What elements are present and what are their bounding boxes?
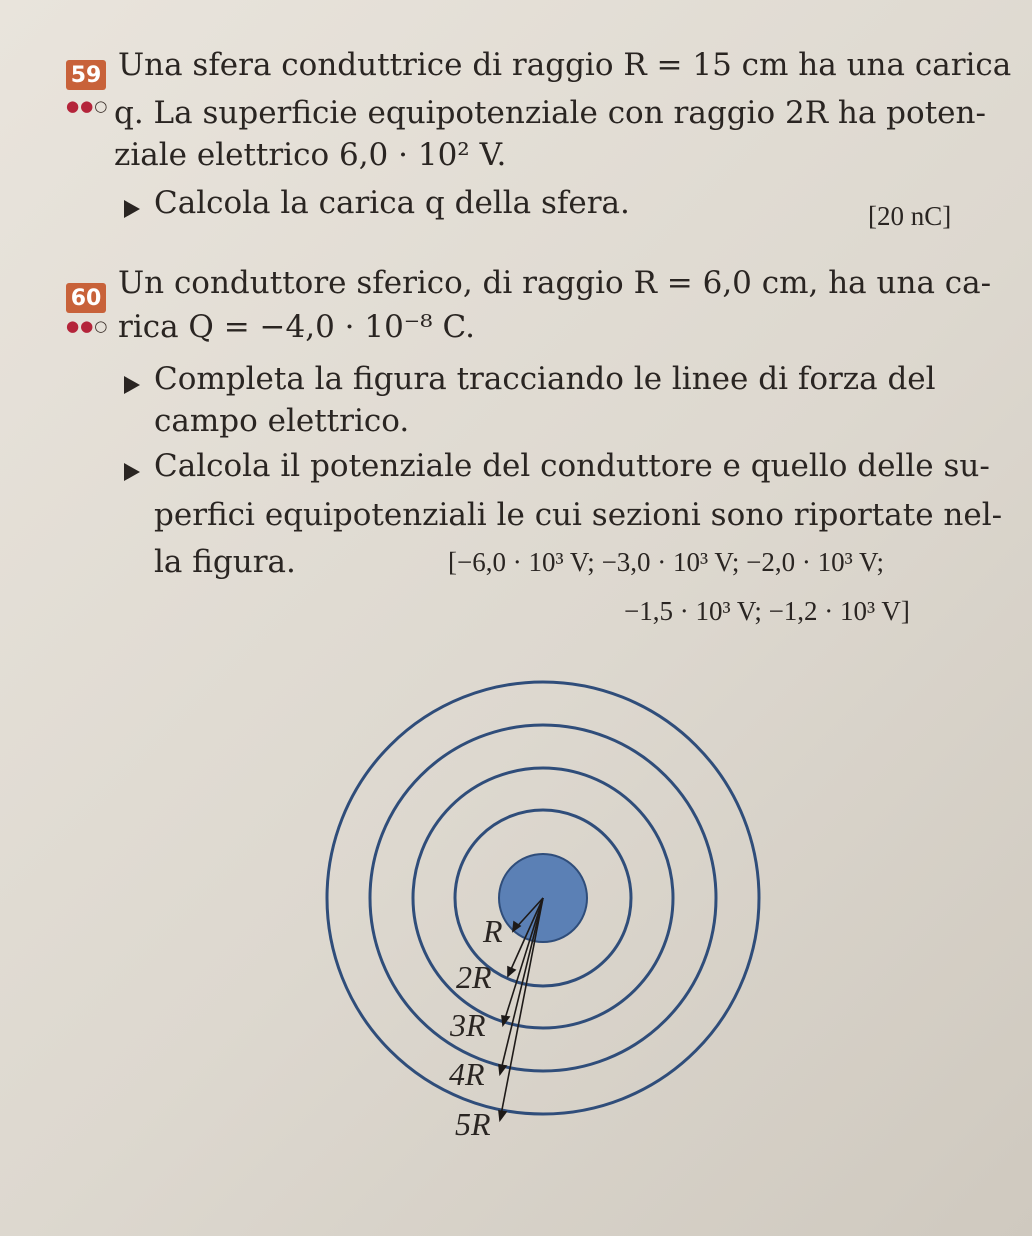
- difficulty-dots-59: ●●○: [66, 97, 109, 115]
- problem-60-answer-line-2: −1,5 · 10³ V; −1,2 · 10³ V]: [624, 596, 910, 626]
- problem-60-number: 60: [66, 283, 106, 313]
- problem-59-number: 59: [66, 60, 106, 90]
- problem-60-task-2-line-3: la figura.: [154, 544, 296, 580]
- problem-59-task: Calcola la carica q della sfera.: [154, 185, 630, 221]
- problem-60-line-1: Un conduttore sferico, di raggio R = 6,0 cm, ha una ca-: [118, 265, 992, 301]
- label-4r: 4R: [449, 1056, 485, 1092]
- problem-60-answer-line-1: [−6,0 · 10³ V; −3,0 · 10³ V; −2,0 · 10³ V;: [448, 547, 884, 577]
- problem-60-task-2-line-1: Calcola il potenziale del conduttore e quello delle su-: [154, 448, 990, 484]
- label-5r: 5R: [455, 1106, 491, 1142]
- difficulty-dots-60: ●●○: [66, 317, 109, 335]
- problem-59-line-2: q. La superficie equipotenziale con raggio 2R ha poten-: [114, 95, 986, 131]
- problem-60-task-2-line-2: perfici equipotenziali le cui sezioni sono riportate nel-: [154, 497, 1003, 533]
- problem-59-line-1: Una sfera conduttrice di raggio R = 15 cm ha una carica: [118, 47, 1012, 83]
- problem-60-task-1-line-2: campo elettrico.: [154, 403, 410, 439]
- label-3r: 3R: [450, 1007, 486, 1043]
- label-2r: 2R: [456, 959, 492, 995]
- problem-59-answer: [20 nC]: [868, 201, 952, 231]
- problem-60-task-1-line-1: Completa la figura tracciando le linee di forza del: [154, 361, 936, 397]
- label-r: R: [483, 913, 503, 949]
- problem-60-line-2: rica Q = −4,0 · 10⁻⁸ C.: [118, 309, 475, 345]
- problem-59-line-3: ziale elettrico 6,0 · 10² V.: [114, 137, 507, 173]
